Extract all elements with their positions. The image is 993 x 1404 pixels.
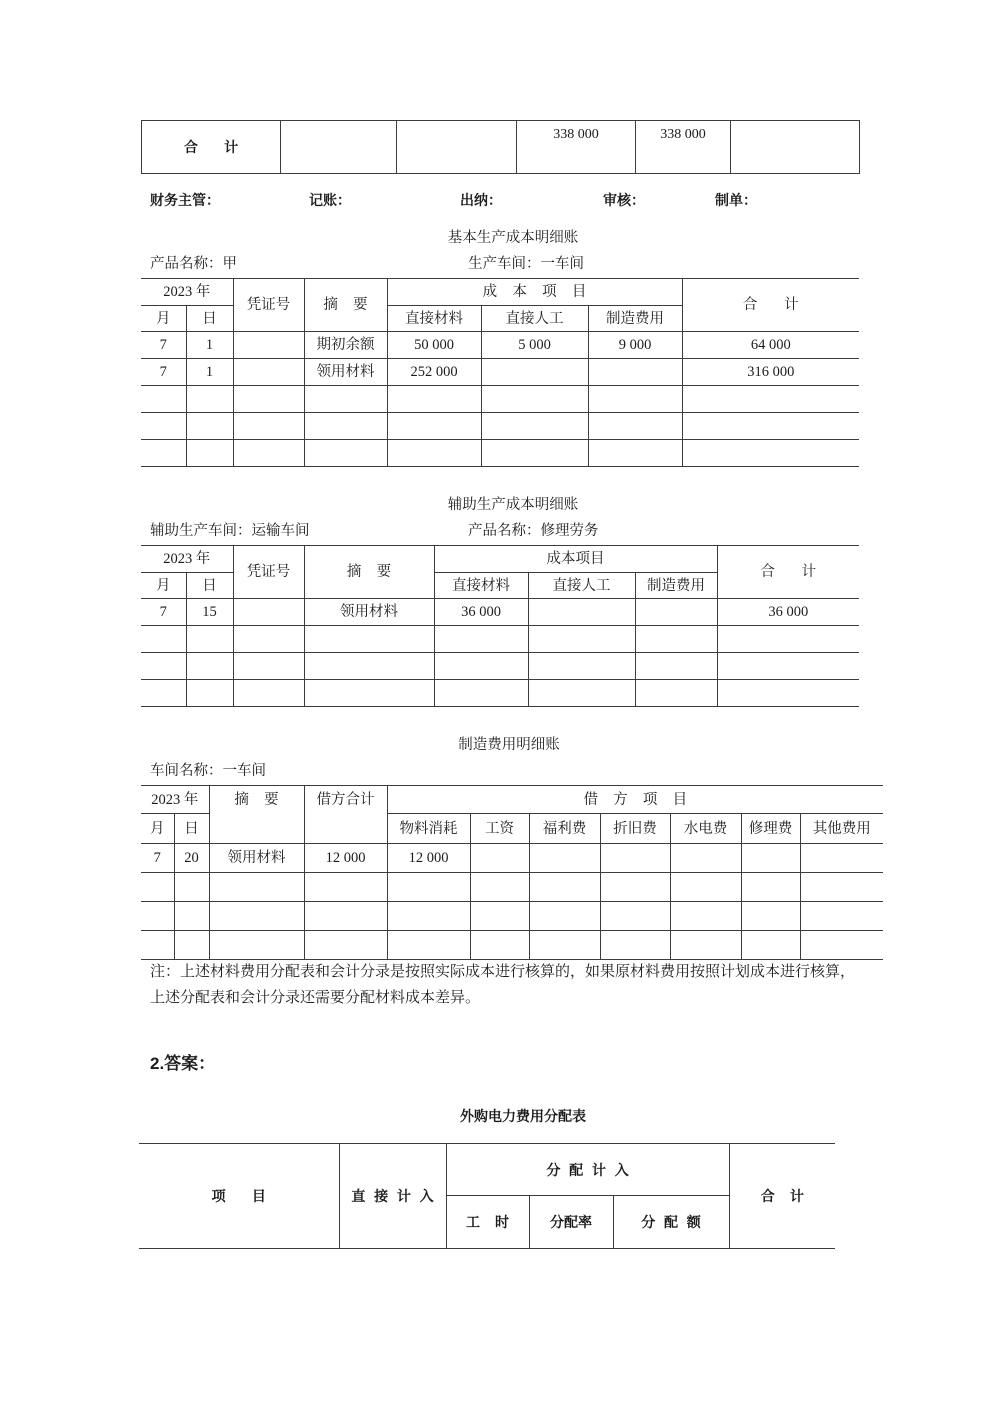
month-cell: 7 bbox=[141, 332, 186, 359]
table-cell bbox=[800, 931, 883, 960]
year-header: 2023 年 bbox=[141, 786, 209, 814]
table-cell bbox=[600, 873, 670, 902]
work-hours-header: 工 时 bbox=[446, 1196, 529, 1249]
table-cell bbox=[304, 386, 387, 413]
total-cell: 64 000 bbox=[682, 332, 859, 359]
table-row bbox=[141, 902, 883, 931]
repair-cell bbox=[741, 844, 800, 873]
workshop-label: 辅助生产车间：运输车间 bbox=[150, 523, 310, 539]
summary-table bbox=[141, 120, 860, 174]
wages-cell bbox=[470, 844, 529, 873]
table-cell bbox=[434, 680, 528, 707]
direct-material-header: 直接材料 bbox=[434, 573, 528, 599]
table-cell bbox=[141, 386, 186, 413]
empty-cell bbox=[281, 121, 397, 174]
day-cell: 1 bbox=[186, 359, 233, 386]
allocated-amount-header: 分 配 额 bbox=[613, 1196, 729, 1249]
table-cell bbox=[233, 653, 304, 680]
table-cell bbox=[186, 440, 233, 467]
table-cell bbox=[186, 680, 233, 707]
table-cell bbox=[481, 440, 588, 467]
table-cell bbox=[387, 440, 481, 467]
repair-header: 修理费 bbox=[741, 814, 800, 844]
table-cell bbox=[529, 902, 600, 931]
table-cell bbox=[387, 386, 481, 413]
other-expenses-cell bbox=[800, 844, 883, 873]
utilities-cell bbox=[670, 844, 741, 873]
voucher-cell bbox=[233, 599, 304, 626]
table-cell bbox=[741, 931, 800, 960]
voucher-cell bbox=[233, 332, 304, 359]
overhead-header: 制造费用 bbox=[635, 573, 717, 599]
table-cell bbox=[588, 386, 682, 413]
wages-header: 工资 bbox=[470, 814, 529, 844]
amount-cell: 338 000 bbox=[517, 121, 636, 174]
day-cell: 20 bbox=[174, 844, 209, 873]
direct-material-cell: 36 000 bbox=[434, 599, 528, 626]
table-cell bbox=[174, 931, 209, 960]
direct-material-header: 直接材料 bbox=[387, 306, 481, 332]
table-cell bbox=[186, 626, 233, 653]
direct-labor-header: 直接人工 bbox=[528, 573, 635, 599]
debit-total-cell: 12 000 bbox=[304, 844, 387, 873]
table-cell bbox=[670, 902, 741, 931]
table-row bbox=[141, 653, 859, 680]
header-row bbox=[139, 1144, 835, 1196]
table-cell bbox=[682, 440, 859, 467]
note-line: 注：上述材料费用分配表和会计分录是按照实际成本进行核算的，如果原材料费用按照计划成本进行核算， bbox=[150, 964, 856, 980]
total-header: 合 计 bbox=[717, 546, 859, 599]
table-cell bbox=[600, 902, 670, 931]
table-cell bbox=[387, 931, 470, 960]
table-cell bbox=[528, 653, 635, 680]
table-cell bbox=[141, 873, 174, 902]
answer-heading: 2.答案： bbox=[150, 1054, 216, 1073]
table-cell bbox=[434, 626, 528, 653]
table-cell bbox=[387, 413, 481, 440]
table-cell bbox=[186, 653, 233, 680]
table-cell bbox=[186, 413, 233, 440]
material-consumption-header: 物料消耗 bbox=[387, 814, 470, 844]
debit-items-header: 借 方 项 目 bbox=[387, 786, 883, 814]
day-cell: 1 bbox=[186, 332, 233, 359]
year-header: 2023 年 bbox=[141, 546, 233, 573]
summary-header: 摘 要 bbox=[209, 786, 304, 844]
signature-reviewer: 审核： bbox=[603, 192, 645, 208]
empty-cell bbox=[397, 121, 517, 174]
direct-labor-cell: 5 000 bbox=[481, 332, 588, 359]
table-cell bbox=[600, 931, 670, 960]
table-cell bbox=[717, 653, 859, 680]
table-cell bbox=[233, 413, 304, 440]
table-cell bbox=[717, 626, 859, 653]
table-cell bbox=[209, 931, 304, 960]
item-header: 项 目 bbox=[139, 1144, 339, 1249]
day-header: 日 bbox=[186, 573, 233, 599]
table-cell bbox=[141, 626, 186, 653]
table-cell bbox=[529, 873, 600, 902]
cost-items-header: 成本项目 bbox=[434, 546, 717, 573]
overhead-ledger-title: 制造费用明细账 bbox=[458, 737, 560, 753]
table-cell bbox=[304, 902, 387, 931]
month-header: 月 bbox=[141, 814, 174, 844]
month-header: 月 bbox=[141, 573, 186, 599]
product-name-label: 产品名称：修理劳务 bbox=[468, 523, 599, 539]
header-row bbox=[141, 786, 883, 814]
table-cell bbox=[682, 386, 859, 413]
table-cell bbox=[233, 440, 304, 467]
table-cell bbox=[209, 902, 304, 931]
table-row bbox=[141, 680, 859, 707]
power-allocation-title: 外购电力费用分配表 bbox=[460, 1108, 586, 1124]
direct-labor-cell bbox=[481, 359, 588, 386]
table-row bbox=[141, 931, 883, 960]
depreciation-header: 折旧费 bbox=[600, 814, 670, 844]
table-cell bbox=[481, 386, 588, 413]
signature-preparer: 制单： bbox=[715, 192, 757, 208]
table-cell bbox=[800, 902, 883, 931]
table-cell bbox=[304, 626, 434, 653]
summary-cell: 领用材料 bbox=[304, 599, 434, 626]
table-cell bbox=[717, 680, 859, 707]
total-cell: 316 000 bbox=[682, 359, 859, 386]
table-cell bbox=[528, 680, 635, 707]
table-cell bbox=[387, 873, 470, 902]
month-header: 月 bbox=[141, 306, 186, 332]
table-cell bbox=[304, 931, 387, 960]
power-allocation-table bbox=[139, 1143, 835, 1249]
table-cell bbox=[741, 873, 800, 902]
summary-cell: 领用材料 bbox=[304, 359, 387, 386]
month-cell: 7 bbox=[141, 844, 174, 873]
table-cell bbox=[304, 653, 434, 680]
table-cell bbox=[635, 680, 717, 707]
total-label-cell: 合 计 bbox=[142, 121, 281, 174]
table-cell bbox=[470, 873, 529, 902]
allocation-rate-header: 分配率 bbox=[529, 1196, 613, 1249]
signature-bookkeeper: 记账： bbox=[309, 192, 351, 208]
table-row bbox=[141, 413, 859, 440]
workshop-label: 车间名称：一车间 bbox=[150, 763, 266, 779]
table-cell bbox=[141, 902, 174, 931]
utilities-header: 水电费 bbox=[670, 814, 741, 844]
summary-cell: 领用材料 bbox=[209, 844, 304, 873]
summary-cell: 期初余额 bbox=[304, 332, 387, 359]
total-header: 合 计 bbox=[682, 279, 859, 332]
welfare-header: 福利费 bbox=[529, 814, 600, 844]
table-cell bbox=[304, 440, 387, 467]
table-cell bbox=[233, 386, 304, 413]
day-header: 日 bbox=[174, 814, 209, 844]
overhead-cell bbox=[635, 599, 717, 626]
table-cell bbox=[481, 413, 588, 440]
table-cell bbox=[588, 440, 682, 467]
total-header: 合 计 bbox=[729, 1144, 835, 1249]
amount-cell: 338 000 bbox=[636, 121, 731, 174]
total-cell: 36 000 bbox=[717, 599, 859, 626]
direct-labor-header: 直接人工 bbox=[481, 306, 588, 332]
table-cell bbox=[174, 902, 209, 931]
direct-material-cell: 252 000 bbox=[387, 359, 481, 386]
table-cell bbox=[304, 873, 387, 902]
overhead-cell: 9 000 bbox=[588, 332, 682, 359]
voucher-cell bbox=[233, 359, 304, 386]
direct-material-cell: 50 000 bbox=[387, 332, 481, 359]
voucher-header: 凭证号 bbox=[233, 546, 304, 599]
table-cell bbox=[635, 653, 717, 680]
other-expenses-header: 其他费用 bbox=[800, 814, 883, 844]
table-cell bbox=[434, 653, 528, 680]
table-cell bbox=[670, 931, 741, 960]
note-line: 上述分配表和会计分录还需要分配材料成本差异。 bbox=[150, 990, 481, 1006]
table-row bbox=[141, 332, 859, 359]
depreciation-cell bbox=[600, 844, 670, 873]
table-row bbox=[141, 386, 859, 413]
table-cell bbox=[470, 902, 529, 931]
summary-header: 摘 要 bbox=[304, 279, 387, 332]
header-row bbox=[141, 546, 859, 573]
table-row bbox=[141, 873, 883, 902]
material-consumption-cell: 12 000 bbox=[387, 844, 470, 873]
table-cell bbox=[174, 873, 209, 902]
table-cell bbox=[682, 413, 859, 440]
table-cell bbox=[141, 931, 174, 960]
direct-charge-header: 直 接 计 入 bbox=[339, 1144, 446, 1249]
allocated-charge-header: 分 配 计 入 bbox=[446, 1144, 729, 1196]
table-row bbox=[141, 359, 859, 386]
day-cell: 15 bbox=[186, 599, 233, 626]
table-cell bbox=[233, 680, 304, 707]
empty-cell bbox=[731, 121, 860, 174]
year-header: 2023 年 bbox=[141, 279, 233, 306]
signature-cashier: 出纳： bbox=[460, 192, 502, 208]
auxiliary-ledger-title: 辅助生产成本明细账 bbox=[447, 497, 579, 513]
table-cell bbox=[304, 680, 434, 707]
table-cell bbox=[528, 626, 635, 653]
table-row bbox=[141, 844, 883, 873]
overhead-cell bbox=[588, 359, 682, 386]
table-cell bbox=[470, 931, 529, 960]
table-cell bbox=[304, 413, 387, 440]
table-cell bbox=[741, 902, 800, 931]
basic-production-ledger-table bbox=[141, 278, 859, 467]
signature-supervisor: 财务主管： bbox=[150, 192, 220, 208]
table-cell bbox=[529, 931, 600, 960]
month-cell: 7 bbox=[141, 599, 186, 626]
auxiliary-production-ledger-table bbox=[141, 545, 859, 707]
table-row bbox=[141, 599, 859, 626]
table-row bbox=[141, 440, 859, 467]
table-row bbox=[142, 121, 860, 174]
table-cell bbox=[141, 413, 186, 440]
voucher-header: 凭证号 bbox=[233, 279, 304, 332]
header-row bbox=[141, 279, 859, 306]
overhead-header: 制造费用 bbox=[588, 306, 682, 332]
table-cell bbox=[635, 626, 717, 653]
table-cell bbox=[670, 873, 741, 902]
table-cell bbox=[233, 626, 304, 653]
basic-ledger-title: 基本生产成本明细账 bbox=[447, 230, 579, 246]
product-name-label: 产品名称：甲 bbox=[150, 256, 237, 272]
overhead-ledger-table bbox=[141, 785, 883, 960]
summary-header: 摘 要 bbox=[304, 546, 434, 599]
table-cell bbox=[387, 902, 470, 931]
table-row bbox=[141, 626, 859, 653]
workshop-label: 生产车间：一车间 bbox=[468, 256, 584, 272]
table-cell bbox=[209, 873, 304, 902]
direct-labor-cell bbox=[528, 599, 635, 626]
table-cell bbox=[800, 873, 883, 902]
table-cell bbox=[141, 440, 186, 467]
cost-items-header: 成 本 项 目 bbox=[387, 279, 682, 306]
table-cell bbox=[588, 413, 682, 440]
month-cell: 7 bbox=[141, 359, 186, 386]
welfare-cell bbox=[529, 844, 600, 873]
table-cell bbox=[141, 653, 186, 680]
table-cell bbox=[141, 680, 186, 707]
table-cell bbox=[186, 386, 233, 413]
debit-total-header: 借方合计 bbox=[304, 786, 387, 844]
day-header: 日 bbox=[186, 306, 233, 332]
